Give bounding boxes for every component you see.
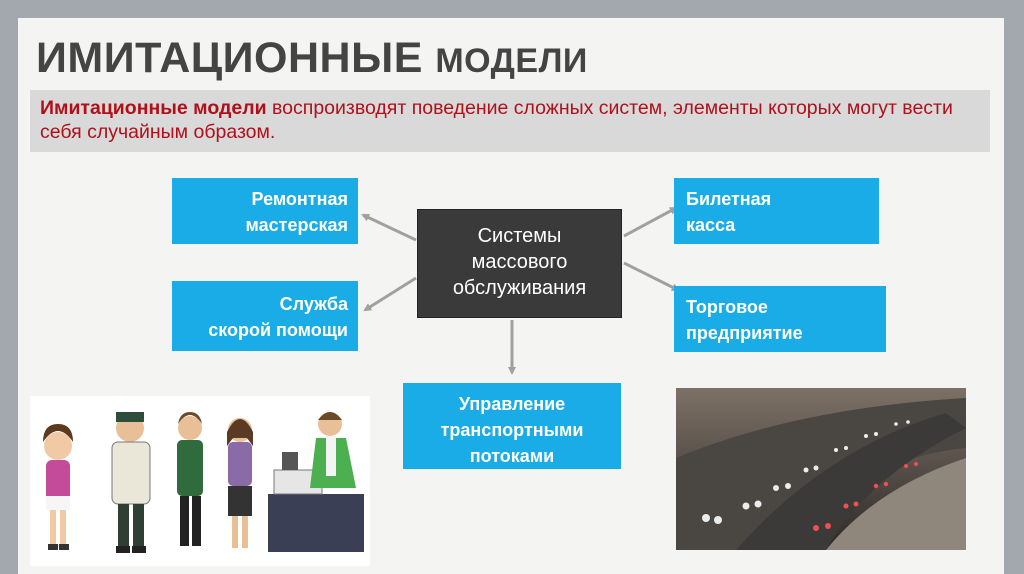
traffic-line-3: потоками [469, 446, 555, 466]
trade-line-2: предприятие [686, 323, 803, 343]
arrow-to-trade [624, 263, 678, 290]
traffic-line-2: транспортными [440, 420, 584, 440]
box-ambulance [172, 281, 358, 351]
box-traffic [403, 383, 621, 469]
center-line-3: обслуживания [452, 277, 587, 299]
box-ticket-office [674, 178, 879, 244]
ticket-line-2: касса [686, 215, 736, 235]
box-repair-shop [172, 178, 358, 244]
arrow-to-ticket [624, 208, 676, 236]
ticket-line-1: Билетная [686, 189, 772, 209]
queue-illustration [30, 396, 370, 566]
repair-line-1: Ремонтная [251, 189, 348, 209]
repair-line-2: мастерская [245, 215, 348, 235]
arrow-to-repair [363, 215, 416, 240]
center-box [417, 209, 622, 318]
center-line-1: Системы [477, 225, 562, 247]
center-line-2: массового [471, 251, 568, 273]
definition-body: воспроизводят поведение сложных систем, элементы которых могут вести себя случайным образом. [40, 97, 953, 143]
title-main: ИМИТАЦИОННЫЕ [36, 34, 423, 82]
box-trade [674, 286, 886, 352]
title-rest: МОДЕЛИ [435, 42, 588, 80]
ambulance-line-2: скорой помощи [208, 320, 348, 340]
ambulance-line-1: Служба [279, 294, 348, 314]
definition-term: Имитационные модели [40, 97, 267, 119]
traffic-photo [676, 388, 966, 550]
traffic-line-1: Управление [458, 394, 566, 414]
trade-line-1: Торговое [686, 297, 768, 317]
arrow-to-ambulance [365, 278, 416, 310]
slide [18, 18, 1004, 574]
